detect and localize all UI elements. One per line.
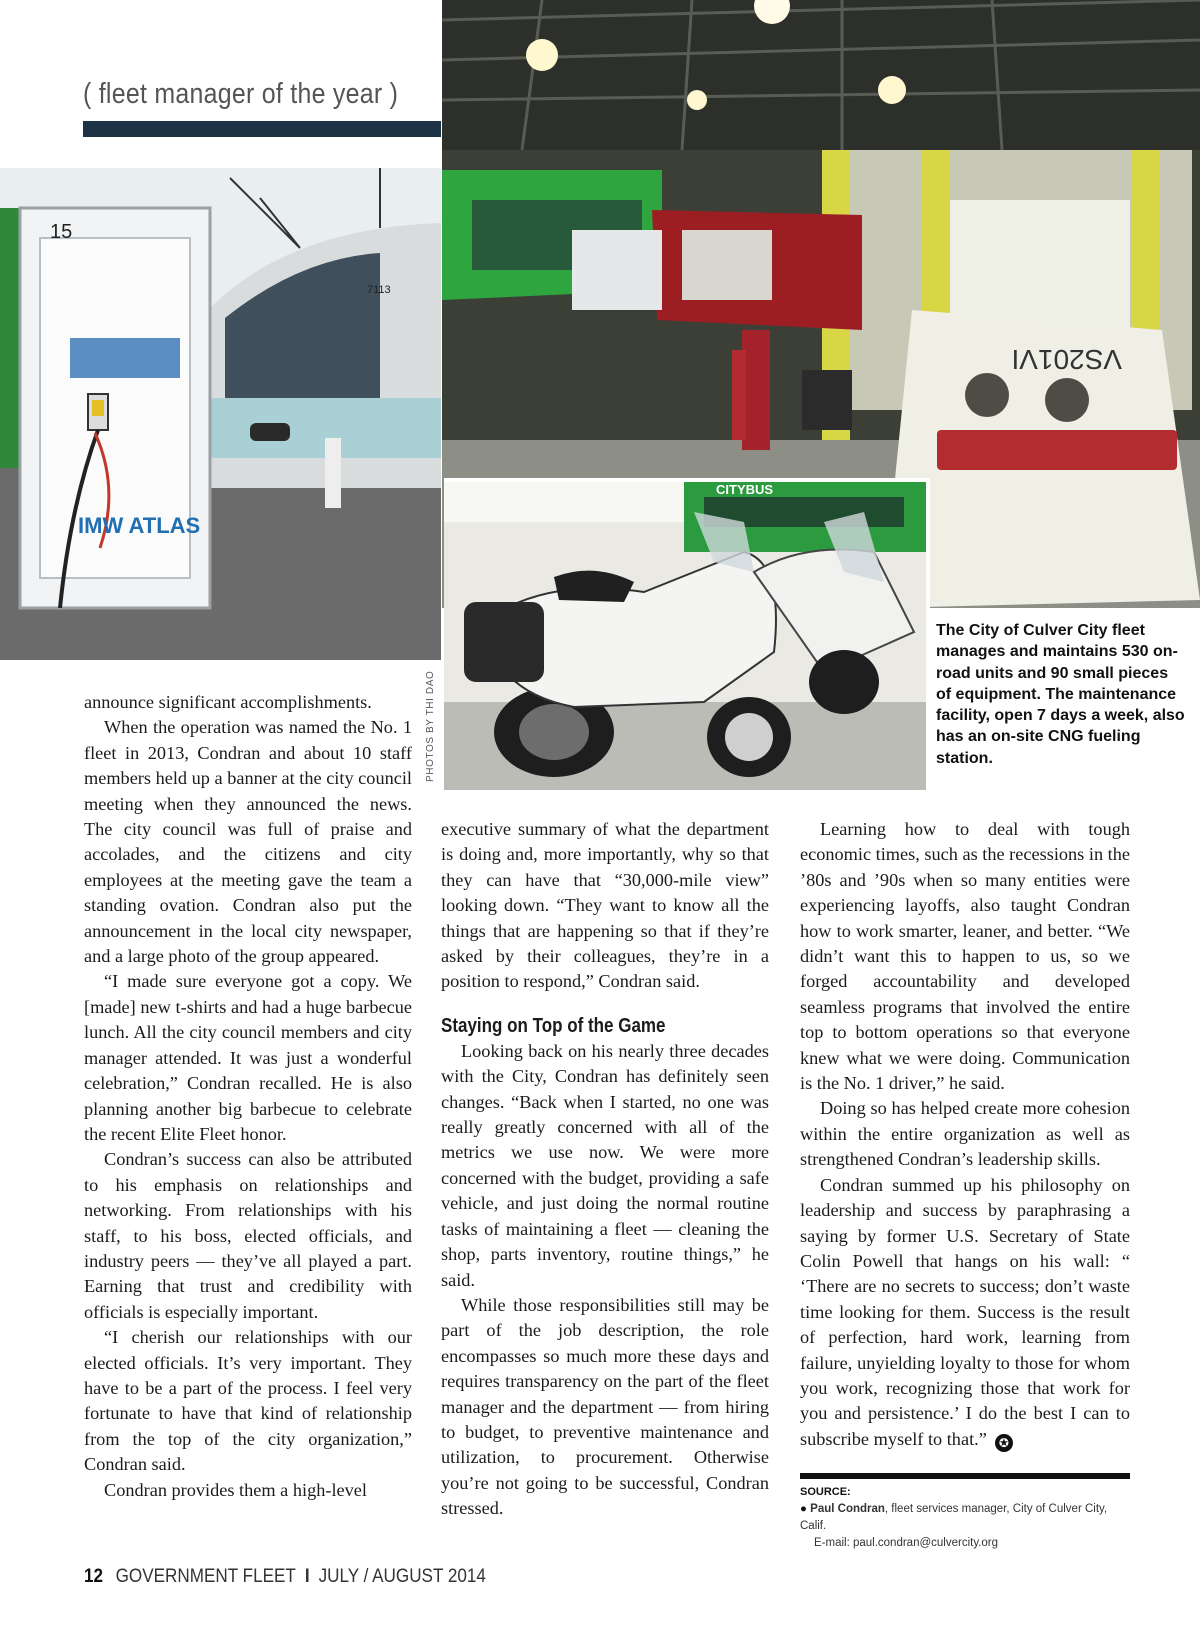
truck-plate: VS201VI (1011, 344, 1122, 375)
paragraph: While those responsibilities still may be part of the job description, the role encompasses so much more these days and requires transparency on the part of the fleet manager and the department — from hiring to budget, to preventive maintenance and utilization, to procurement. Otherwise you’re not going to be successful, Condran stressed. (441, 1294, 769, 1519)
photo-credit (425, 662, 447, 782)
pump-number: 15 (50, 221, 73, 243)
photo-caption: The City of Culver City fleet manages and maintains 530 on-road units and 90 small pieces of equipment. The maintenance facility, open 7 days a week, also has an on-site CNG fueling station. (936, 622, 1185, 767)
footer-separator: I (304, 1566, 310, 1587)
article-column-1 (84, 690, 412, 1503)
section-tag: ( fleet manager of the year ) (83, 78, 399, 110)
photo-credit-text: PHOTOS BY THI DAO (425, 670, 436, 782)
paragraph: “I cherish our relationships with our elected officials. It’s very important. They have to be a part of the process. I feel very fortunate to have that kind of relationship from the top of the city organization,” Condran said. (84, 1327, 412, 1475)
paragraph: Condran provides them a high-level (104, 1479, 367, 1500)
bus-sign: CITYBUS (716, 482, 774, 497)
photo-fuel-station (0, 168, 441, 660)
paragraph: “I made sure everyone got a copy. We [made] new t-shirts and had a huge barbecue lunch. All the city council members and city manager attended. It was just a wonderful celebration,” Condran recalled. He is also planning another big barbecue to celebrate the recent Elite Fleet honor. (84, 971, 412, 1144)
article-column-2 (441, 817, 769, 1522)
end-mark-icon: ✪ (995, 1434, 1013, 1452)
paragraph: Doing so has helped create more cohesion within the entire organization as well as strengthened Condran’s leadership skills. (800, 1098, 1130, 1170)
pump-brand: IMW ATLAS (78, 513, 201, 538)
paragraph (800, 1173, 1130, 1452)
paragraph: When the operation was named the No. 1 fleet in 2013, Condran and about 10 staff members held up a banner at the city council meeting when they announced the news. The city council was full of praise and accolades, and the citizens and city employees at the meeting gave the team a standing ovation. Condran also put the announcement in the local city newspaper, and a large photo of the group appeared. (84, 717, 412, 967)
page-number: 12 (84, 1566, 104, 1587)
paragraph: Looking back on his nearly three decades with the City, Condran has definitely seen changes. “Back when I started, no one was really greatly concerned with all of the metrics we use now. We were more concerned with the budget, providing a safe vehicle, and just doing the normal routine tasks of maintaining a fleet — cleaning the shop, parts inventory, routine things,” he said. (441, 1040, 769, 1290)
source-line (800, 1501, 1130, 1535)
section-subhead: Staying on Top of the Game (441, 1014, 666, 1037)
source-email: E-mail: paul.condran@culvercity.org (814, 1537, 999, 1549)
issue-date: JULY / AUGUST 2014 (318, 1566, 486, 1587)
bullet-icon: ● (800, 1503, 807, 1515)
source-title: , fleet services manager, City of Culver City, Calif. (800, 1503, 1108, 1532)
paragraph: executive summary of what the department is doing and, more importantly, why so that they can have that “30,000-mile view” looking down. “They want to know all the things that are happening so that if they’re asked by their colleagues, they’re in a position to respond,” Condran said. (441, 819, 769, 992)
paragraph-text: Condran summed up his philosophy on leadership and success by paraphrasing a saying by former U.S. Secretary of State Colin Powell that hangs on his wall: “ ‘There are no secrets to success; don’t waste time looking for them. Success is the result of perfection, hard work, learning from failure, unyielding loyalty to those for whom you work, recognizing those that work for you and persistence.’ I do the best I can to subscribe myself to that.” (800, 1174, 1130, 1449)
section-tag-rule (83, 121, 441, 137)
photo-motorcycles (444, 478, 930, 790)
source-rule (800, 1473, 1130, 1479)
source-label: SOURCE: (800, 1486, 851, 1498)
paragraph: Condran’s success can also be attributed to his emphasis on relationships and networking. From relationships with his staff, to his boss, elected officials, and industry peers — they’ve all played a part. Earning that trust and credibility with officials is especially important. (84, 1149, 412, 1322)
source-name: Paul Condran (810, 1503, 885, 1515)
article-column-3 (800, 817, 1130, 1452)
publication-name: GOVERNMENT FLEET (115, 1566, 296, 1587)
paragraph: Learning how to deal with tough economic times, such as the recessions in the ’80s and ’90s when so many entities were experiencing layoffs, also taught Condran how to work smarter, leaner, and better. “We didn’t want this to happen to us, so we forged accountability and developed seamless programs that involved the entire top to bottom operations so that everyone knew what we were doing. Communication is the No. 1 driver,” he said. (800, 819, 1130, 1094)
bus-number: 7113 (367, 284, 391, 296)
paragraph: announce significant accomplishments. (84, 692, 372, 712)
source-box (800, 1473, 1130, 1552)
page-footer (84, 1566, 486, 1588)
